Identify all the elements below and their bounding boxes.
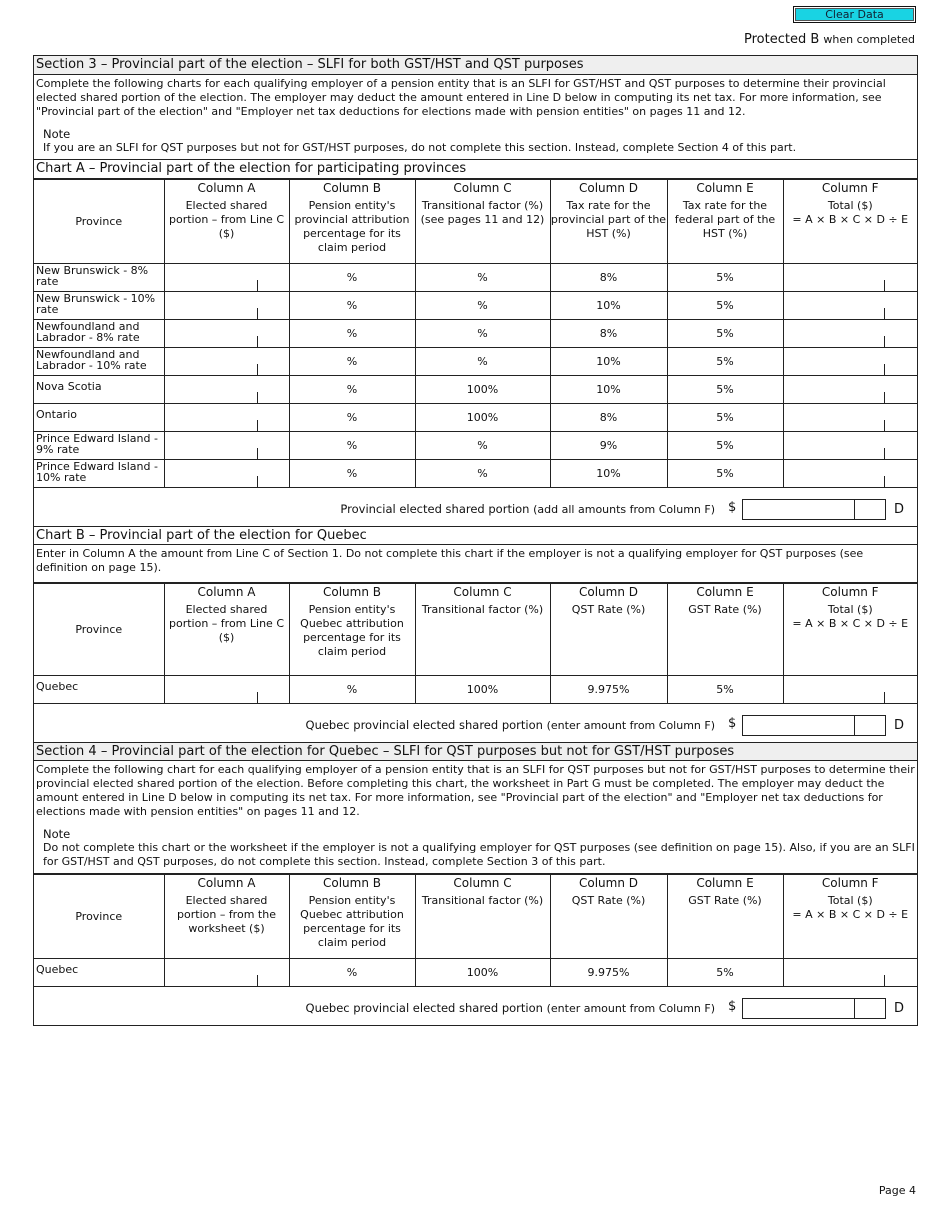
section-4-col-c-header (415, 875, 550, 959)
chart-a-line-letter: D (894, 502, 905, 517)
section-4-col-f-header (783, 875, 917, 959)
chart-b-col-a-header (164, 584, 289, 676)
col-a-input[interactable] (164, 432, 289, 460)
col-a-title: Column A (197, 181, 256, 195)
section-4-intro-text: Complete the following chart for each qualifying employer of a pension entity that is an SLFI for QST purposes but not for GST/HST purposes to determine their provincial elected shared portion of the election. Before completing this chart, the worksheet in Part G must be completed. The employer may deduct the amount entered in Line D below in computing its net tax. For more information, see "Provincial part of the election" and "Employer net tax deductions for elections made with pension entities" on pages 11 and 12. (36, 763, 915, 818)
col-d-value: 9% (550, 432, 667, 460)
chart-a-body (34, 264, 917, 488)
chart-b-summary-text: Quebec provincial elected shared portion (305, 718, 543, 732)
col-b-desc: Pension entity's Quebec attribution percentage for its claim period (300, 603, 404, 658)
row-province: Nova Scotia (34, 376, 164, 404)
chart-a-col-c-header (415, 180, 550, 264)
col-b-desc: Pension entity's provincial attribution percentage for its claim period (294, 199, 410, 254)
col-d-value: 8% (550, 404, 667, 432)
col-f-total[interactable] (783, 292, 917, 320)
chart-a-row (34, 264, 917, 292)
col-f-total[interactable] (783, 376, 917, 404)
chart-b-col-f-header (783, 584, 917, 676)
col-e-value: 5% (667, 264, 783, 292)
col-a-input[interactable] (164, 348, 289, 376)
chart-b-dollar: $ (728, 716, 737, 731)
col-d-desc: Tax rate for the provincial part of the HST (%) (550, 199, 667, 240)
section-4-dollar: $ (728, 999, 737, 1014)
chart-a-row (34, 376, 917, 404)
chart-a-summary-note: (add all amounts from Column F) (533, 503, 715, 516)
col-b-input[interactable]: % (289, 264, 415, 292)
chart-a-province-header: Province (34, 180, 164, 264)
col-f-formula: = A × B × C × D ÷ E (792, 908, 909, 921)
col-f-desc: Total ($) (827, 603, 873, 616)
chart-a-table (34, 179, 917, 488)
col-c-value: 100% (415, 376, 550, 404)
section-4-row-quebec (34, 959, 917, 987)
section-4-summary-label (306, 1001, 715, 1015)
col-d-value: 10% (550, 292, 667, 320)
section-4-note-title: Note (43, 827, 71, 841)
col-a-input[interactable] (164, 292, 289, 320)
section-4-col-d-header (550, 875, 667, 959)
col-c-value: % (415, 348, 550, 376)
col-d-value: 10% (550, 376, 667, 404)
section-3-title: Section 3 – Provincial part of the election – SLFI for both GST/HST and QST purposes (34, 56, 917, 75)
chart-a-dollar: $ (728, 500, 737, 515)
chart-a-header-row (34, 180, 917, 264)
section-4-summary (34, 987, 917, 1025)
clear-data-button[interactable]: Clear Data (793, 6, 916, 23)
row-province: Newfoundland and Labrador - 10% rate (34, 348, 164, 376)
col-a-desc: Elected shared portion – from Line C ($) (169, 603, 284, 644)
col-e-value: 5% (667, 404, 783, 432)
col-e-title: Column E (696, 181, 754, 195)
quebec-line-d-input[interactable] (742, 715, 886, 736)
chart-a-row (34, 404, 917, 432)
col-e-value: 5% (667, 432, 783, 460)
col-f-total[interactable] (783, 264, 917, 292)
col-c-value: % (415, 292, 550, 320)
col-b-input[interactable]: % (289, 292, 415, 320)
col-a-input[interactable] (164, 264, 289, 292)
row-province: Prince Edward Island - 10% rate (34, 460, 164, 488)
col-f-formula: = A × B × C × D ÷ E (792, 213, 909, 226)
col-d-value: 9.975% (550, 959, 667, 987)
col-d-desc: QST Rate (%) (571, 603, 646, 616)
col-f-formula: = A × B × C × D ÷ E (792, 617, 909, 630)
col-c-desc: Transitional factor (%) (421, 603, 544, 616)
col-d-value: 8% (550, 264, 667, 292)
col-b-desc: Pension entity's Quebec attribution percentage for its claim period (300, 894, 404, 949)
chart-a-col-a-header (164, 180, 289, 264)
col-f-total[interactable] (783, 959, 917, 987)
row-province: New Brunswick - 10% rate (34, 292, 164, 320)
row-province: Quebec (34, 959, 164, 987)
col-f-total[interactable] (783, 320, 917, 348)
col-d-desc: QST Rate (%) (571, 894, 646, 907)
col-b-input[interactable]: % (289, 959, 415, 987)
protected-b-suffix: when completed (823, 33, 915, 46)
col-f-title: Column F (821, 181, 879, 195)
col-a-input[interactable] (164, 460, 289, 488)
row-province: Quebec (34, 676, 164, 704)
col-b-input[interactable]: % (289, 376, 415, 404)
section-4-line-letter: D (894, 1001, 905, 1016)
section-4-col-a-header (164, 875, 289, 959)
col-e-title: Column E (696, 585, 754, 599)
col-d-title: Column D (578, 585, 638, 599)
col-a-title: Column A (197, 876, 256, 890)
col-d-value: 10% (550, 460, 667, 488)
col-e-value: 5% (667, 348, 783, 376)
col-f-total[interactable] (783, 432, 917, 460)
col-f-total[interactable] (783, 348, 917, 376)
row-province: New Brunswick - 8% rate (34, 264, 164, 292)
protected-b-label (744, 32, 915, 47)
chart-a-row (34, 292, 917, 320)
col-d-title: Column D (578, 181, 638, 195)
col-d-value: 9.975% (550, 676, 667, 704)
chart-b-header-row (34, 584, 917, 676)
col-b-input[interactable]: % (289, 404, 415, 432)
col-c-desc: Transitional factor (%) (421, 894, 544, 907)
col-c-value: 100% (415, 959, 550, 987)
section-4-header-row (34, 875, 917, 959)
section-4-province-header: Province (34, 875, 164, 959)
chart-a-row (34, 432, 917, 460)
chart-a-row (34, 348, 917, 376)
col-e-desc: Tax rate for the federal part of the HST (%) (674, 199, 776, 240)
section-4-table (34, 874, 917, 987)
col-a-input[interactable] (164, 376, 289, 404)
section-4-title: Section 4 – Provincial part of the election for Quebec – SLFI for QST purposes but not for GST/HST purposes (34, 742, 917, 761)
section-4-note-text: Do not complete this chart or the worksheet if the employer is not a qualifying employer for QST purposes (see definition on page 15). Also, if you are an SLFI for GST/HST and QST purposes, do not complete this section. Instead, complete Section 3 of this part. (43, 841, 915, 868)
col-c-title: Column C (453, 181, 512, 195)
col-b-title: Column B (322, 585, 381, 599)
line-d-input[interactable] (742, 499, 886, 520)
col-f-total[interactable] (783, 460, 917, 488)
col-a-desc: Elected shared portion – from Line C ($) (169, 199, 284, 240)
col-e-desc: GST Rate (%) (688, 603, 762, 616)
col-e-value: 5% (667, 959, 783, 987)
col-c-desc: Transitional factor (%) (see pages 11 and 12) (420, 199, 545, 226)
col-d-value: 10% (550, 348, 667, 376)
section-3-intro (34, 75, 917, 160)
chart-b-col-d-header (550, 584, 667, 676)
section-4-line-d-input[interactable] (742, 998, 886, 1019)
col-b-input[interactable]: % (289, 676, 415, 704)
col-a-input[interactable] (164, 404, 289, 432)
col-b-input[interactable]: % (289, 348, 415, 376)
col-f-title: Column F (821, 876, 879, 890)
chart-a-title: Chart A – Provincial part of the election for participating provinces (34, 160, 917, 179)
col-c-title: Column C (453, 876, 512, 890)
chart-b-col-b-header (289, 584, 415, 676)
section-3-note-title: Note (43, 127, 71, 141)
col-e-value: 5% (667, 460, 783, 488)
col-f-desc: Total ($) (827, 894, 873, 907)
row-province: Prince Edward Island - 9% rate (34, 432, 164, 460)
col-a-input[interactable] (164, 959, 289, 987)
chart-a-row (34, 460, 917, 488)
col-f-total[interactable] (783, 676, 917, 704)
chart-a-col-d-header (550, 180, 667, 264)
chart-b-col-c-header (415, 584, 550, 676)
col-b-title: Column B (322, 181, 381, 195)
chart-a-summary-text: Provincial elected shared portion (340, 502, 530, 516)
chart-b-col-e-header (667, 584, 783, 676)
col-b-input[interactable]: % (289, 320, 415, 348)
col-e-desc: GST Rate (%) (688, 894, 762, 907)
col-d-value: 8% (550, 320, 667, 348)
section-4-intro (34, 761, 917, 874)
col-b-title: Column B (322, 876, 381, 890)
col-c-value: % (415, 432, 550, 460)
page-number: Page 4 (878, 1184, 916, 1197)
col-e-title: Column E (696, 876, 754, 890)
col-c-value: % (415, 320, 550, 348)
col-e-value: 5% (667, 376, 783, 404)
chart-a-col-e-header (667, 180, 783, 264)
col-c-value: % (415, 460, 550, 488)
col-a-desc: Elected shared portion – from the worksheet ($) (177, 894, 276, 935)
section-3 (33, 55, 918, 1026)
col-a-input[interactable] (164, 320, 289, 348)
section-3-intro-text: Complete the following charts for each qualifying employer of a pension entity that is an SLFI for GST/HST and QST purposes to determine their provincial elected shared portion of the election. The employer may deduct the amount entered in Line D below in computing its net tax. For more information, see "Provincial part of the election" and "Employer net tax deductions for elections made with pension entities" on pages 11 and 12. (36, 77, 886, 118)
col-b-input[interactable]: % (289, 460, 415, 488)
col-d-title: Column D (578, 876, 638, 890)
chart-a-col-b-header (289, 180, 415, 264)
chart-b-row-quebec (34, 676, 917, 704)
chart-a-col-f-header (783, 180, 917, 264)
chart-b-summary (34, 704, 917, 742)
row-province: Ontario (34, 404, 164, 432)
section-4-summary-note: (enter amount from Column F) (546, 1002, 715, 1015)
col-c-title: Column C (453, 585, 512, 599)
col-b-input[interactable]: % (289, 432, 415, 460)
chart-a-row (34, 320, 917, 348)
col-a-input[interactable] (164, 676, 289, 704)
chart-b-title: Chart B – Provincial part of the election for Quebec (34, 526, 917, 545)
row-province: Newfoundland and Labrador - 8% rate (34, 320, 164, 348)
col-e-value: 5% (667, 292, 783, 320)
chart-b-line-letter: D (894, 718, 905, 733)
chart-b-intro: Enter in Column A the amount from Line C of Section 1. Do not complete this chart if the employer is not a qualifying employer for QST purposes (see definition on page 15). (34, 545, 917, 583)
section-3-note-text: If you are an SLFI for QST purposes but not for GST/HST purposes, do not complete this section. Instead, complete Section 4 of this part. (43, 141, 797, 154)
protected-b-main: Protected B (744, 32, 820, 47)
section-4-col-e-header (667, 875, 783, 959)
section-4-summary-text: Quebec provincial elected shared portion (305, 1001, 543, 1015)
section-4-col-b-header (289, 875, 415, 959)
chart-b-summary-label (306, 718, 715, 732)
chart-b-summary-note: (enter amount from Column F) (546, 719, 715, 732)
chart-a-summary-label (340, 502, 715, 516)
col-e-value: 5% (667, 676, 783, 704)
col-a-title: Column A (197, 585, 256, 599)
col-c-value: 100% (415, 404, 550, 432)
chart-b-province-header: Province (34, 584, 164, 676)
col-c-value: 100% (415, 676, 550, 704)
chart-a-summary (34, 488, 917, 526)
col-e-value: 5% (667, 320, 783, 348)
col-c-value: % (415, 264, 550, 292)
col-f-title: Column F (821, 585, 879, 599)
chart-b-table (34, 583, 917, 704)
col-f-total[interactable] (783, 404, 917, 432)
col-f-desc: Total ($) (827, 199, 873, 212)
